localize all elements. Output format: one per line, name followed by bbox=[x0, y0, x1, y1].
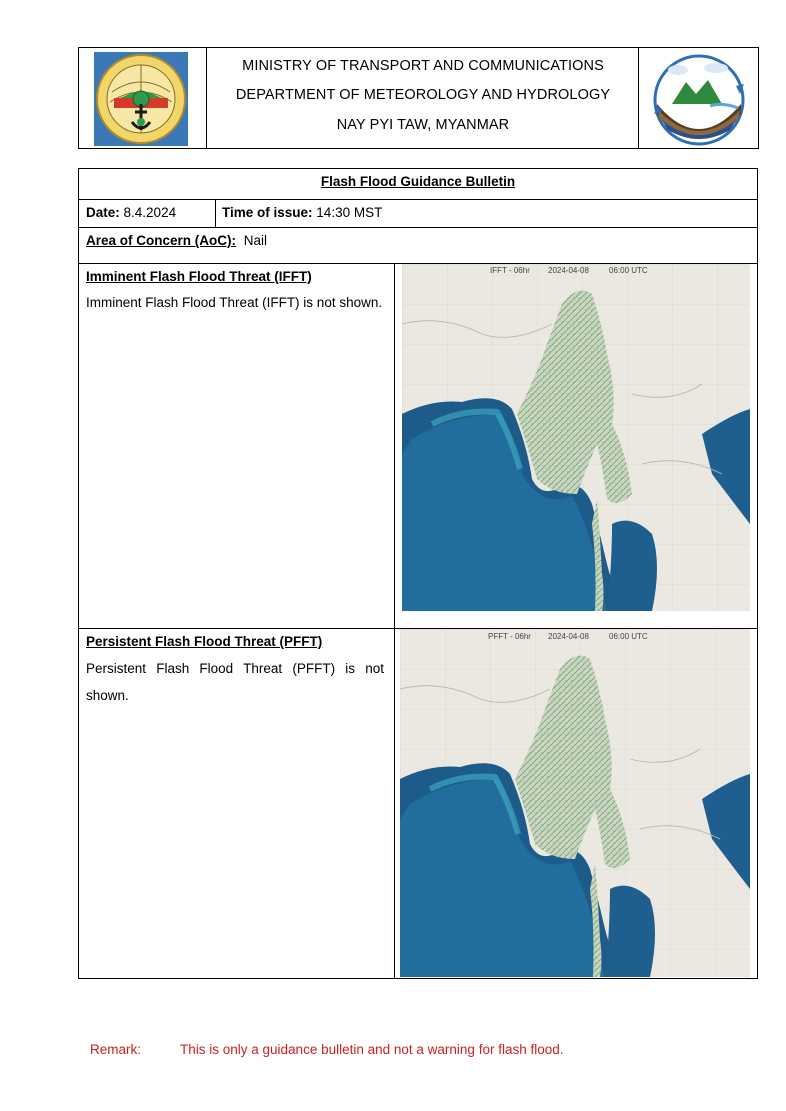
date-value: 8.4.2024 bbox=[123, 205, 177, 220]
ifft-map-date: 2024-04-08 bbox=[548, 266, 589, 275]
pfft-description: Persistent Flash Flood Threat (PFFT) is not shown. bbox=[86, 661, 384, 703]
time-label: Time of issue: bbox=[222, 205, 313, 220]
aoc-label: Area of Concern (AoC): bbox=[86, 233, 237, 248]
pfft-map-time: 06:00 UTC bbox=[609, 632, 648, 641]
header-ministry: MINISTRY OF TRANSPORT AND COMMUNICATIONS bbox=[242, 58, 604, 74]
aoc-value: Nail bbox=[243, 233, 268, 248]
area-of-concern-field bbox=[86, 233, 267, 248]
time-value: 14:30 MST bbox=[316, 205, 383, 220]
header-department: DEPARTMENT OF METEOROLOGY AND HYDROLOGY bbox=[235, 87, 611, 103]
ministry-emblem-logo bbox=[94, 52, 188, 146]
pfft-heading: Persistent Flash Flood Threat (PFFT) bbox=[86, 634, 323, 649]
hydrology-cycle-logo bbox=[652, 54, 747, 146]
ifft-heading: Imminent Flash Flood Threat (IFFT) bbox=[86, 269, 312, 284]
time-of-issue-field bbox=[222, 205, 382, 220]
date-label: Date: bbox=[86, 205, 120, 220]
ifft-map-time: 06:00 UTC bbox=[609, 266, 648, 275]
remark-text: This is only a guidance bulletin and not a warning for flash flood. bbox=[180, 1042, 564, 1057]
pfft-map-product: PFFT - 06hr bbox=[488, 632, 531, 641]
bulletin-title: Flash Flood Guidance Bulletin bbox=[320, 174, 516, 189]
remark-label: Remark: bbox=[90, 1042, 142, 1057]
ifft-description: Imminent Flash Flood Threat (IFFT) is not shown. bbox=[86, 295, 383, 310]
ifft-map bbox=[402, 264, 750, 611]
date-field bbox=[86, 205, 176, 220]
header-location: NAY PYI TAW, MYANMAR bbox=[336, 117, 510, 133]
ifft-map-product: IFFT - 06hr bbox=[490, 266, 530, 275]
pfft-map bbox=[400, 629, 750, 977]
pfft-map-date: 2024-04-08 bbox=[548, 632, 589, 641]
